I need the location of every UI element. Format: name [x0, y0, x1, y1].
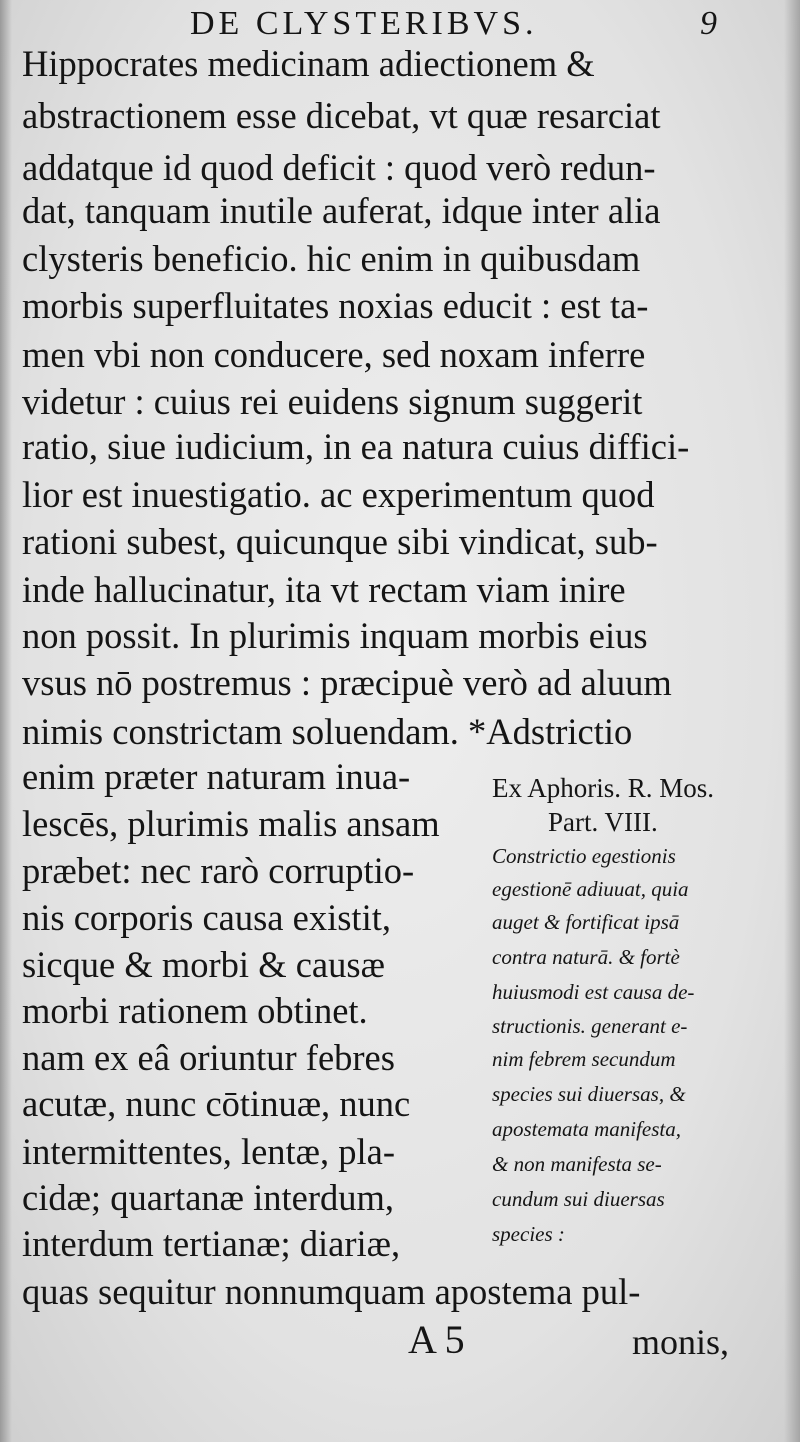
text-line: vsus nō postremus : præcipuè verò ad aluum	[22, 662, 672, 703]
text-line: Hippocrates medicinam adiectionem &	[22, 43, 595, 84]
page-right-shadow	[784, 0, 800, 1442]
text-line: videtur : cuius rei euidens signum suggerit	[22, 381, 643, 422]
note-line: auget & fortificat ipsā	[492, 910, 680, 934]
text-line: abstractionem esse dicebat, vt quæ resarciat	[22, 95, 661, 136]
note-line: structionis. generant e-	[492, 1014, 688, 1038]
text-line: enim præter naturam inua-	[22, 756, 411, 797]
note-line: nim febrem secundum	[492, 1047, 676, 1071]
text-line: nimis constrictam soluendam. *Adstrictio	[22, 711, 633, 752]
text-line: clysteris beneficio. hic enim in quibusdam	[22, 238, 641, 279]
running-head: DE CLYSTERIBVS.	[190, 5, 538, 42]
page-left-shadow	[0, 0, 12, 1442]
text-line: sicque & morbi & causæ	[22, 944, 385, 985]
text-line: nam ex eâ oriuntur febres	[22, 1037, 395, 1078]
text-line: nis corporis causa existit,	[22, 897, 391, 938]
text-line: morbi rationem obtinet.	[22, 990, 368, 1031]
note-line: apostemata manifesta,	[492, 1117, 681, 1141]
page-number: 9	[700, 5, 717, 42]
text-line: addatque id quod deficit : quod verò redun-	[22, 147, 656, 188]
note-line: contra naturā. & fortè	[492, 945, 680, 969]
text-line: acutæ, nunc cōtinuæ, nunc	[22, 1083, 411, 1124]
text-line: men vbi non conducere, sed noxam inferre	[22, 334, 646, 375]
note-line: & non manifesta se-	[492, 1152, 662, 1176]
text-line: cidæ; quartanæ interdum,	[22, 1177, 395, 1218]
text-line: interdum tertianæ; diariæ,	[22, 1223, 401, 1264]
note-line: species sui diuersas, &	[492, 1082, 686, 1106]
note-part: Part. VIII.	[548, 807, 658, 837]
signature-mark: A 5	[408, 1317, 465, 1362]
note-line: species :	[492, 1222, 565, 1246]
note-line: cundum sui diuersas	[492, 1187, 665, 1211]
note-line: egestionē adiuuat, quia	[492, 877, 689, 901]
text-line: non possit. In plurimis inquam morbis eius	[22, 615, 648, 656]
catchword: monis,	[632, 1322, 730, 1362]
text-line: inde hallucinatur, ita vt rectam viam inire	[22, 569, 626, 610]
text-line: rationi subest, quicunque sibi vindicat, sub-	[22, 521, 658, 562]
text-line: dat, tanquam inutile auferat, idque inter alia	[22, 190, 661, 231]
note-line: Constrictio egestionis	[492, 844, 676, 868]
text-line: præbet: nec rarò corruptio-	[22, 850, 415, 891]
note-source: Ex Aphoris. R. Mos.	[492, 773, 715, 803]
text-line: morbis superfluitates noxias educit : est ta-	[22, 285, 649, 326]
text-line: ratio, siue iudicium, in ea natura cuius diffici-	[22, 426, 690, 467]
text-line: lior est inuestigatio. ac experimentum quod	[22, 474, 655, 515]
text-line: intermittentes, lentæ, pla-	[22, 1131, 396, 1172]
text-line: quas sequitur nonnumquam apostema pul-	[22, 1271, 641, 1312]
text-line: lescēs, plurimis malis ansam	[22, 803, 440, 844]
note-line: huiusmodi est causa de-	[492, 980, 695, 1004]
